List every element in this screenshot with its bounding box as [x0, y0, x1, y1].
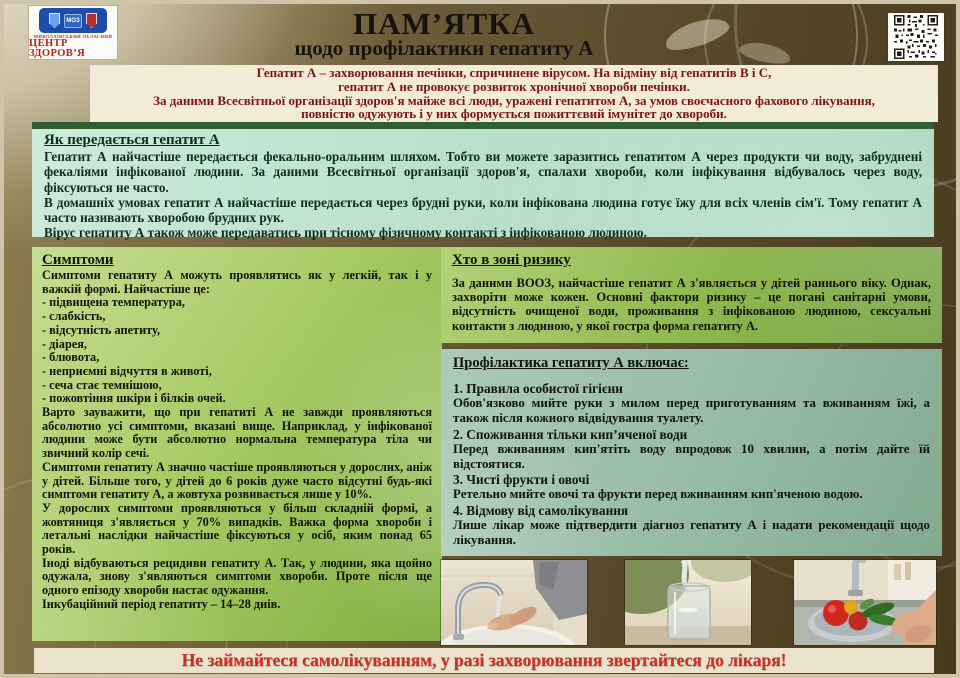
symptom-list-item: - слабкість,: [42, 309, 106, 324]
photo-water-glass: [625, 560, 751, 645]
symptom-list-item: - діарея,: [42, 336, 87, 351]
symptoms-paragraph: Симптоми гепатиту А значно частіше проявляються у дорослих, аніж у дітей. Більше того, у дітей до 6 років дуже часто відсутні будь-які симптоми гепатиту А, а жовтуха розвивається лише у 10%.: [42, 459, 432, 502]
footer-banner: [34, 648, 934, 673]
prevention-item-heading: 3. Чисті фрукти і овочі: [453, 472, 590, 488]
symptoms-paragraph: Інкубаційний період гепатиту – 14–28 днів.: [42, 596, 281, 611]
risk-text: За даними ВООЗ, найчастіше гепатит А з'являється у дітей раннього віку. Однак, захворіти може кожен. Основні фактори ризику – це погані санітарні умови, відсутність очищеної води, проживання з інфікованою людиною, сексуальні контакти з людиною, у якої гостра форма гепатиту А.: [452, 276, 931, 333]
intro-line: За даними Всесвітньої організації здоров'я майже всі люди, уражені гепатитом А, за умов своєчасного фахового лікування,: [153, 92, 875, 108]
symptoms-title: Симптоми: [42, 252, 114, 268]
symptom-list-item: - блювота,: [42, 350, 100, 365]
prevention-item-text: Обов'язково мийте руки з милом перед приготуванням та вживанням їжі, а також після кожного відвідування туалету.: [453, 396, 930, 426]
symptom-list-item: - підвищена температура,: [42, 295, 185, 310]
intro-line: повністю одужують і у них формується пожиттєвий імунітет до хвороби.: [301, 106, 727, 122]
qr-code-icon: [888, 13, 944, 61]
prevention-item-heading: 2. Споживання тільки кип’яченої води: [453, 426, 688, 442]
prevention-section: [441, 349, 942, 556]
prevention-item-text: Перед вживанням кип'ятіть воду впродовж 10 хвилин, а потім дайте їй відстоятися.: [453, 441, 930, 472]
symptom-list-item: - неприємні відчуття в животі,: [42, 363, 212, 378]
header-title-block: [154, 6, 734, 60]
risk-section: [441, 247, 942, 343]
trident-shield-icon: [49, 13, 60, 28]
intro-line: Гепатит А – захворювання печінки, спричинене вірусом. На відміну від гепатитів В і С,: [256, 65, 772, 81]
prevention-item-text: Ретельно мийте овочі та фрукти перед вживанням кип'яченою водою.: [453, 487, 863, 502]
prevention-item-heading: 1. Правила особистої гігієни: [453, 381, 623, 396]
prevention-title: Профілактика гепатиту А включає:: [453, 355, 689, 371]
logo-emblems-icon: [39, 8, 107, 33]
transmission-section: [32, 122, 934, 241]
logo-org-name: ЦЕНТР ЗДОРОВ’Я: [29, 38, 86, 59]
transmission-title: Як передається гепатит А: [44, 132, 220, 148]
logo-region-line: МИКОЛАЇВСЬКИЙ ОБЛАСНИЙ: [33, 34, 113, 39]
transmission-paragraph: В домашніх умовах гепатит А найчастіше передається через брудні руки, коли інфікована людина готує їжу для всіх членів сім'ї. Тому гепатит А часто називають хворобою брудних рук.: [44, 194, 922, 226]
prevention-item-text: Лише лікар може підтвердити діагноз гепатиту А і надати рекомендації щодо лікування.: [453, 517, 930, 548]
symptoms-paragraph: Варто зауважити, що при гепатиті А не завжди проявляються абсолютно усі симптоми, вказані вище. Наприклад, у інфікованої людини може бути абсолютно нормальна температура тіла чи звичний колір сечі.: [42, 405, 432, 461]
page-title: ПАМ’ЯТКА: [352, 6, 535, 41]
transmission-paragraph: Гепатит А найчастіше передається фекально-оральним шляхом. Тобто ви можете заразитись гепатитом А через продукти чи воду, забруднені фекаліями інфікованої людини. За даними Всесвітньої організації здоров'я, спалахи хвороби, коли інфікування відбувалось через воду, фіксуються не часто.: [44, 149, 922, 195]
health-center-logo: [28, 5, 118, 60]
ministry-of-health-icon: МОЗ: [64, 14, 82, 28]
photo-washing-vegetables: [794, 560, 936, 645]
symptoms-intro: Симптоми гепатиту А можуть проявлятись як у легкій, так і у важкій формі. Найчастіше це:: [42, 268, 432, 296]
intro-line: гепатит А не провокує розвиток хронічної хвороби печінки.: [338, 78, 690, 94]
symptoms-section: [32, 247, 442, 641]
transmission-paragraph: Вірус гепатиту А також може передаватись при тісному фізичному контакті з інфікованою людиною.: [44, 225, 647, 241]
symptom-list-item: - пожовтіння шкіри і білків очей.: [42, 391, 226, 406]
page-subtitle: щодо профілактики гепатиту А: [294, 36, 594, 60]
risk-title: Хто в зоні ризику: [452, 252, 571, 268]
footer-text: Не займайтеся самолікуванням, у разі захворювання звертайтеся до лікаря!: [181, 650, 787, 670]
photo-washing-hands: [441, 560, 587, 645]
coat-of-arms-icon: [86, 13, 97, 28]
symptom-list-item: - сеча стає темнішою,: [42, 377, 162, 392]
symptom-list-item: - відсутність апетиту,: [42, 322, 161, 337]
prevention-item-heading: 4. Відмову від самолікування: [453, 502, 629, 518]
symptoms-paragraph: Іноді відбуваються рецидиви гепатиту А. Так, у людини, яка щойно одужала, знову з'являються симптоми хвороби. Проте після ще одного епізоду хвороби настає одужання.: [42, 555, 432, 598]
symptoms-paragraph: У дорослих симптоми проявляються у більш складній формі, а жовтяниця з'являється у 70% випадків. Важка форма хвороби і летальні наслідки найчастіше фіксуються у осіб, яким понад 65 років.: [42, 500, 432, 557]
intro-box: [90, 65, 938, 122]
leaf-ornament: [738, 39, 793, 67]
